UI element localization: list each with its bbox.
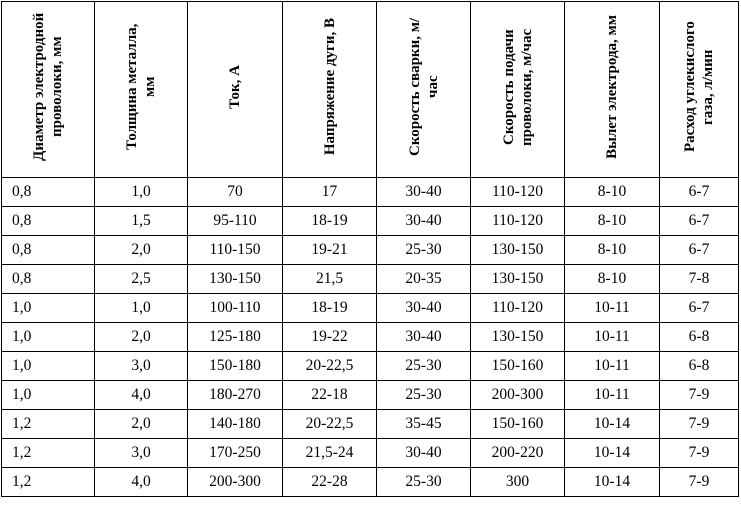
table-cell: 21,5 <box>283 265 377 294</box>
header-label: Расход углекислого газа, л/мин <box>682 21 716 153</box>
table-cell: 70 <box>188 178 283 207</box>
table-cell: 25-30 <box>377 468 471 497</box>
table-row <box>2 236 739 265</box>
header-label: Скорость сварки, м/час <box>406 17 441 157</box>
table-cell: 1,0 <box>95 178 188 207</box>
table-cell: 3,0 <box>95 439 188 468</box>
table-cell: 170-250 <box>188 439 283 468</box>
table-cell: 0,8 <box>2 207 95 236</box>
table-cell: 6-7 <box>660 236 739 265</box>
table-cell: 10-11 <box>565 381 660 410</box>
table-cell: 7-9 <box>660 468 739 497</box>
table-cell: 30-40 <box>377 207 471 236</box>
table-cell: 10-11 <box>565 294 660 323</box>
table-cell: 4,0 <box>95 381 188 410</box>
table-cell: 8-10 <box>565 265 660 294</box>
table-cell: 10-11 <box>565 323 660 352</box>
table-cell: 130-150 <box>471 265 565 294</box>
table-cell: 140-180 <box>188 410 283 439</box>
table-cell: 0,8 <box>2 178 95 207</box>
table-row <box>2 178 739 207</box>
header-label: Диаметр электродной проволоки, мм <box>31 12 65 162</box>
header-electrode-stickout <box>565 2 660 178</box>
table-cell: 10-11 <box>565 352 660 381</box>
table-cell: 22-28 <box>283 468 377 497</box>
table-row <box>2 207 739 236</box>
table-cell: 130-150 <box>471 323 565 352</box>
table-cell: 300 <box>471 468 565 497</box>
header-wire-diameter <box>2 2 95 178</box>
table-cell: 6-7 <box>660 207 739 236</box>
table-cell: 1,0 <box>2 294 95 323</box>
table-cell: 18-19 <box>283 207 377 236</box>
header-label: Ток, А <box>227 65 243 109</box>
table-cell: 1,0 <box>2 323 95 352</box>
table-cell: 95-110 <box>188 207 283 236</box>
table-row <box>2 294 739 323</box>
table-cell: 7-9 <box>660 439 739 468</box>
table-row <box>2 410 739 439</box>
table-cell: 1,0 <box>2 381 95 410</box>
table-row <box>2 381 739 410</box>
table-cell: 10-14 <box>565 410 660 439</box>
table-cell: 0,8 <box>2 265 95 294</box>
header-label: Толщина металла, мм <box>124 23 158 151</box>
header-label: Скорость подачи проволоки, м/час <box>500 28 535 146</box>
table-cell: 1,2 <box>2 468 95 497</box>
table-cell: 6-7 <box>660 294 739 323</box>
header-metal-thickness <box>95 2 188 178</box>
table-row <box>2 265 739 294</box>
table-cell: 180-270 <box>188 381 283 410</box>
table-row <box>2 352 739 381</box>
table-cell: 30-40 <box>377 178 471 207</box>
table-cell: 2,5 <box>95 265 188 294</box>
table-row <box>2 439 739 468</box>
table-cell: 1,2 <box>2 439 95 468</box>
table-row <box>2 468 739 497</box>
header-row <box>2 2 739 178</box>
table-cell: 4,0 <box>95 468 188 497</box>
table-cell: 110-120 <box>471 207 565 236</box>
table-cell: 1,0 <box>95 294 188 323</box>
table-cell: 130-150 <box>188 265 283 294</box>
table-cell: 25-30 <box>377 352 471 381</box>
table-cell: 110-120 <box>471 294 565 323</box>
table-cell: 30-40 <box>377 323 471 352</box>
header-label: Вылет электрода, мм <box>604 15 620 159</box>
table-cell: 10-14 <box>565 468 660 497</box>
table-cell: 20-22,5 <box>283 352 377 381</box>
table-cell: 7-9 <box>660 410 739 439</box>
table-cell: 7-8 <box>660 265 739 294</box>
header-current <box>188 2 283 178</box>
table-cell: 150-180 <box>188 352 283 381</box>
table-cell: 21,5-24 <box>283 439 377 468</box>
table-cell: 18-19 <box>283 294 377 323</box>
table-cell: 19-22 <box>283 323 377 352</box>
table-cell: 1,0 <box>2 352 95 381</box>
table-cell: 200-300 <box>471 381 565 410</box>
table-cell: 25-30 <box>377 236 471 265</box>
header-arc-voltage <box>283 2 377 178</box>
table-cell: 10-14 <box>565 439 660 468</box>
welding-parameters-table <box>1 1 739 497</box>
table-cell: 0,8 <box>2 236 95 265</box>
table-row <box>2 323 739 352</box>
table-cell: 110-120 <box>471 178 565 207</box>
table-cell: 20-35 <box>377 265 471 294</box>
table-cell: 20-22,5 <box>283 410 377 439</box>
table-cell: 8-10 <box>565 207 660 236</box>
header-co2-flow <box>660 2 739 178</box>
table-cell: 25-30 <box>377 381 471 410</box>
table-cell: 200-300 <box>188 468 283 497</box>
table-cell: 30-40 <box>377 439 471 468</box>
table-cell: 1,5 <box>95 207 188 236</box>
table-cell: 3,0 <box>95 352 188 381</box>
table-cell: 2,0 <box>95 323 188 352</box>
table-cell: 19-21 <box>283 236 377 265</box>
header-wire-feed-speed <box>471 2 565 178</box>
table-cell: 6-8 <box>660 323 739 352</box>
table-cell: 35-45 <box>377 410 471 439</box>
table-cell: 30-40 <box>377 294 471 323</box>
table-cell: 8-10 <box>565 178 660 207</box>
table-cell: 6-8 <box>660 352 739 381</box>
table-cell: 2,0 <box>95 410 188 439</box>
table-cell: 17 <box>283 178 377 207</box>
table-cell: 125-180 <box>188 323 283 352</box>
table-cell: 200-220 <box>471 439 565 468</box>
table-cell: 8-10 <box>565 236 660 265</box>
header-label: Напряжение дуги, В <box>321 18 338 156</box>
table-cell: 100-110 <box>188 294 283 323</box>
table-cell: 7-9 <box>660 381 739 410</box>
table-cell: 22-18 <box>283 381 377 410</box>
table-cell: 110-150 <box>188 236 283 265</box>
table-cell: 150-160 <box>471 352 565 381</box>
table-cell: 130-150 <box>471 236 565 265</box>
table-cell: 2,0 <box>95 236 188 265</box>
header-welding-speed <box>377 2 471 178</box>
table-cell: 150-160 <box>471 410 565 439</box>
table-cell: 1,2 <box>2 410 95 439</box>
table-cell: 6-7 <box>660 178 739 207</box>
